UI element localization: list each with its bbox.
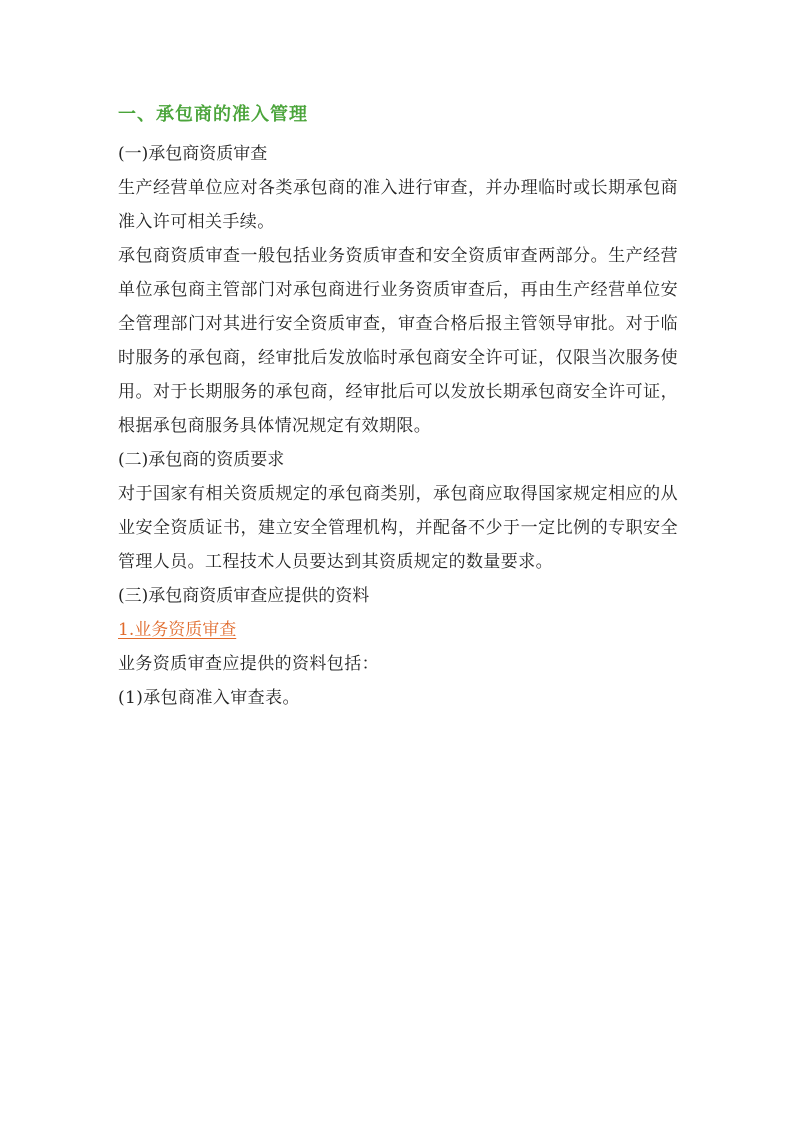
link-row bbox=[118, 613, 678, 647]
paragraph: (1)承包商准入审查表。 bbox=[118, 688, 300, 708]
paragraph: 对于国家有相关资质规定的承包商类别，承包商应取得国家规定相应的从业安全资质证书，建立安全管理机构，并配备不少于一定比例的专职安全管理人员。工程技术人员要达到其资质规定的数量要求。 bbox=[118, 484, 678, 572]
business-qualification-link[interactable]: 1.业务资质审查 bbox=[118, 620, 237, 640]
subsection-title-1: (一)承包商资质审查 bbox=[118, 144, 268, 164]
section-heading: 一、承包商的准入管理 bbox=[118, 104, 308, 125]
paragraph: 生产经营单位应对各类承包商的准入进行审查，并办理临时或长期承包商准入许可相关手续。 bbox=[118, 178, 678, 232]
subsection-title-2: (二)承包商的资质要求 bbox=[118, 450, 285, 470]
document-page bbox=[118, 100, 678, 715]
paragraph: 承包商资质审查一般包括业务资质审查和安全资质审查两部分。生产经营单位承包商主管部门对承包商进行业务资质审查后，再由生产经营单位安全管理部门对其进行安全资质审查，审查合格后报主管领导审批。对于临时服务的承包商，经审批后发放临时承包商安全许可证，仅限当次服务使用。对于长期服务的承包商，经审批后可以发放长期承包商安全许可证，根据承包商服务具体情况规定有效期限。 bbox=[118, 246, 678, 436]
paragraph: 业务资质审查应提供的资料包括： bbox=[118, 654, 379, 674]
subsection-title-3: (三)承包商资质审查应提供的资料 bbox=[118, 586, 370, 606]
